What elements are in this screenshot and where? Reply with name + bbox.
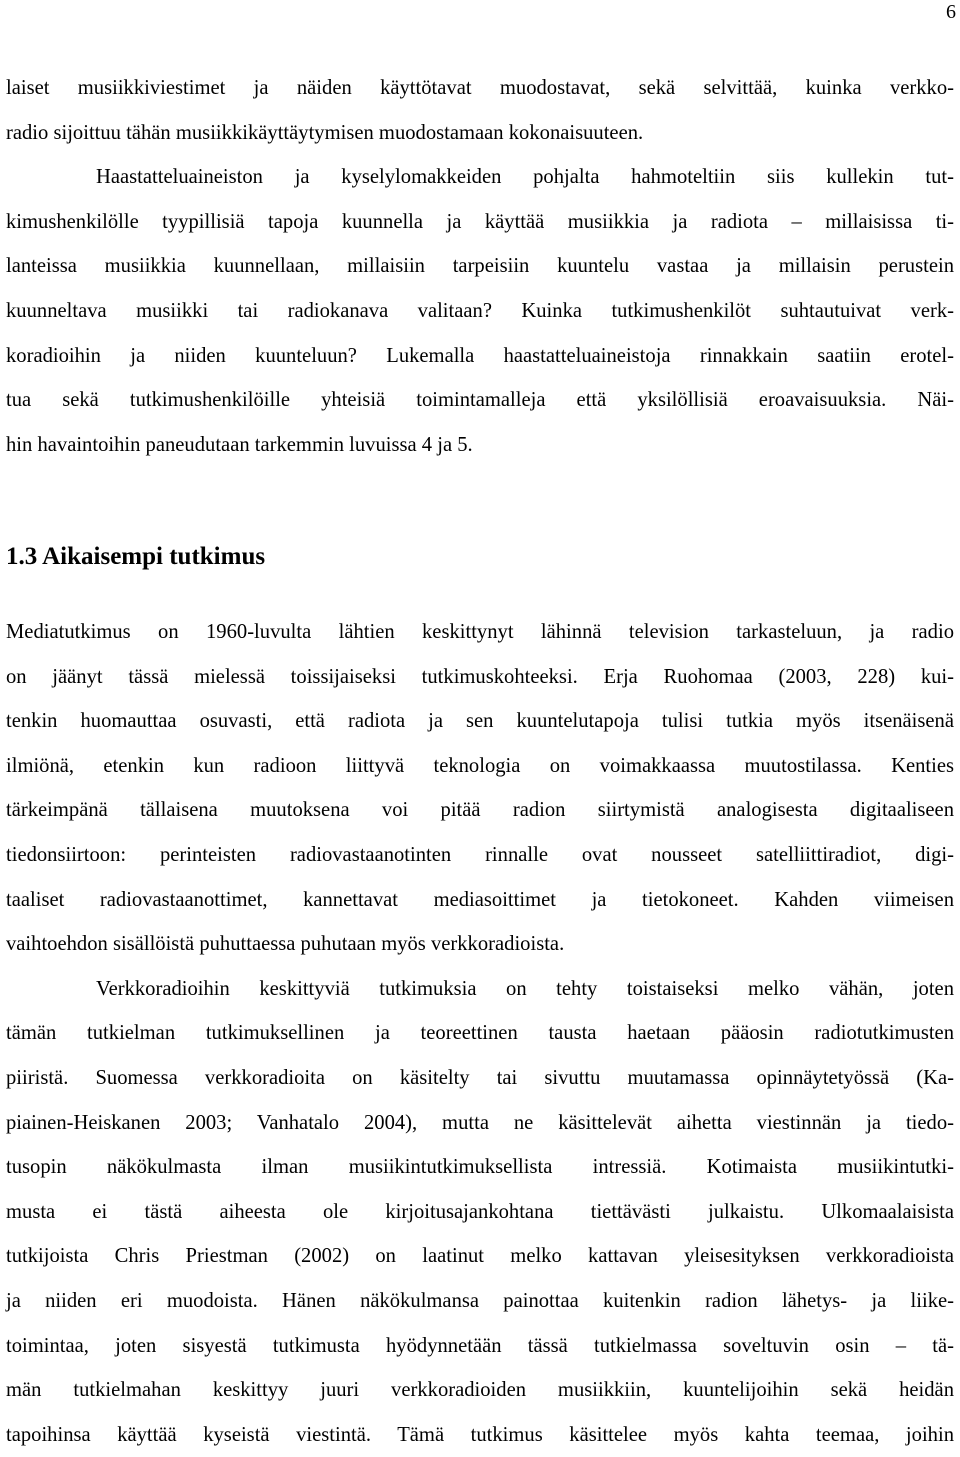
text-line: tämän tutkielman tutkimuksellinen ja teoreettinen tausta haetaan pääosin radiotutkimusten	[6, 1022, 954, 1045]
text-line: koradioihin ja niiden kuunteluun? Lukemalla haastatteluaineistoja rinnakkain saatiin erotel-	[6, 344, 954, 367]
text-line: tua sekä tutkimushenkilöille yhteisiä toimintamalleja että yksilöllisiä eroavaisuuksia. Näi-	[6, 389, 954, 412]
text-line: Mediatutkimus on 1960-luvulta lähtien keskittynyt lähinnä television tarkasteluun, ja radio	[6, 621, 954, 643]
text-line: tenkin huomauttaa osuvasti, että radiota ja sen kuuntelutapoja tulisi tutkia myös itsenäisenä	[6, 710, 954, 733]
text-line: tusopin näkökulmasta ilman musiikintutkimuksellista intressiä. Kotimaista musiikintutki-	[6, 1156, 954, 1179]
text-line: tutkijoista Chris Priestman (2002) on laatinut melko kattavan yleisesityksen verkkoradioista	[6, 1245, 954, 1268]
text-line: ilmiönä, etenkin kun radioon liittyvä teknologia on voimakkaassa muutostilassa. Kenties	[6, 754, 954, 777]
text-line: tiedonsiirtoon: perinteisten radiovastaanotinten rinnalle ovat nousseet satelliittiradiot, digi-	[6, 843, 954, 866]
text-line: musta ei tästä aiheesta ole kirjoitusajankohtana tiettävästi julkaistu. Ulkomaalaisista	[6, 1200, 954, 1223]
text-line: laiset musiikkiviestimet ja näiden käyttötavat muodostavat, sekä selvittää, kuinka verkko-	[6, 77, 954, 99]
paragraph-3	[6, 610, 954, 967]
section-body	[6, 610, 954, 1457]
text-line: tärkeimpänä tällaisena muutoksena voi pitää radion siirtymistä analogisesta digitaaliseen	[6, 799, 954, 822]
text-line: vaihtoehdon sisällöistä puhuttaessa puhutaan myös verkkoradioista.	[6, 933, 565, 956]
page-number: 6	[946, 1, 956, 23]
paragraph-4	[6, 967, 954, 1457]
text-line: piainen-Heiskanen 2003; Vanhatalo 2004), mutta ne käsittelevät aihetta viestinnän ja tiedo-	[6, 1111, 954, 1134]
paragraph-1	[6, 66, 954, 155]
text-line: Haastatteluaineiston ja kyselylomakkeiden pohjalta hahmoteltiin siis kullekin tut-	[96, 166, 954, 189]
text-line: Verkkoradioihin keskittyviä tutkimuksia on tehty toistaiseksi melko vähän, joten	[96, 977, 954, 1000]
text-line: lanteissa musiikkia kuunnellaan, millaisiin tarpeisiin kuuntelu vastaa ja millaisin perustein	[6, 255, 954, 278]
text-line: ja niiden eri muodoista. Hänen näkökulmansa painottaa kuitenkin radion lähetys- ja liike-	[6, 1289, 954, 1312]
text-line: toimintaa, joten sisyestä tutkimusta hyödynnetään tässä tutkielmassa soveltuvin osin – tä-	[6, 1334, 954, 1357]
text-line: on jäänyt tässä mielessä toissijaiseksi tutkimuskohteeksi. Erja Ruohomaa (2003, 228) kui-	[6, 665, 954, 688]
paragraph-2	[6, 155, 954, 467]
section-heading: 1.3 Aikaisempi tutkimus	[6, 543, 266, 570]
page-content	[6, 66, 954, 1446]
text-line: radio sijoittuu tähän musiikkikäyttäytymisen muodostamaan kokonaisuuteen.	[6, 121, 644, 144]
text-line: taaliset radiovastaanottimet, kannettavat mediasoittimet ja tietokoneet. Kahden viimeisen	[6, 888, 954, 911]
text-line: tapoihinsa käyttää kyseistä viestintä. Tämä tutkimus käsittelee myös kahta teemaa, joihin	[6, 1423, 954, 1446]
text-line: hin havaintoihin paneudutaan tarkemmin luvuissa 4 ja 5.	[6, 433, 473, 456]
text-line: kimushenkilölle tyypillisiä tapoja kuunnella ja käyttää musiikkia ja radiota – millaisissa ti-	[6, 210, 954, 233]
text-line: piiristä. Suomessa verkkoradioita on käsitelty tai sivuttu muutamassa opinnäytetyössä (Ka-	[6, 1066, 954, 1089]
text-line: män tutkielmahan keskittyy juuri verkkoradioiden musiikkiin, kuuntelijoihin sekä heidän	[6, 1379, 954, 1402]
text-line: kuunneltava musiikki tai radiokanava valitaan? Kuinka tutkimushenkilöt suhtautuivat verk-	[6, 299, 954, 322]
